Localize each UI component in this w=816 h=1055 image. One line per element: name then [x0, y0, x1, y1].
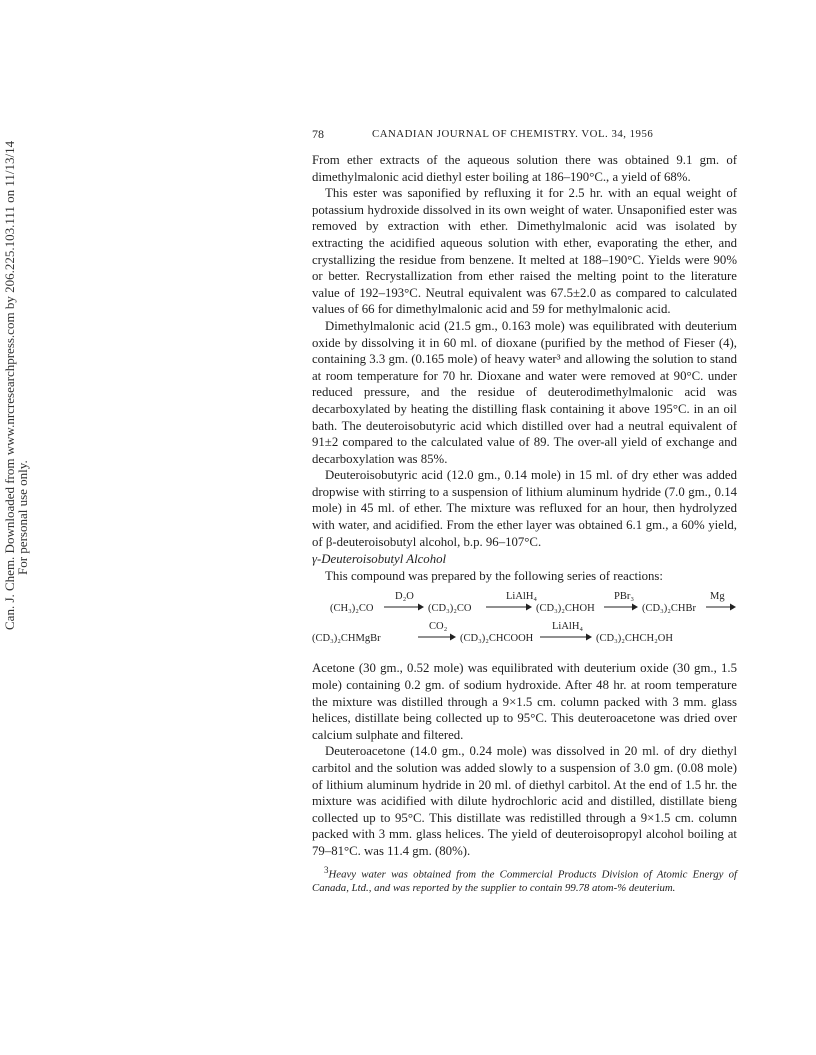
reagent-pbr3: PBr₃ [614, 591, 635, 603]
reaction-arrow [706, 602, 736, 612]
compound-grignard-d: (CD₃)₂CHMgBr [312, 633, 381, 645]
scheme-intro: This compound was prepared by the following series of reactions: [325, 568, 663, 583]
reaction-arrow [540, 632, 592, 642]
watermark-line-2: For personal use only. [15, 460, 30, 575]
page-number: 78 [312, 127, 324, 141]
page-body [312, 126, 737, 895]
reagent-co2: CO₂ [429, 621, 448, 633]
reaction-arrow [486, 602, 532, 612]
scheme-row-2 [312, 618, 737, 648]
reagent-d2o: D₂O [395, 591, 414, 603]
compound-deuteroacetone: (CD₃)₂CO [428, 603, 472, 615]
reagent-lialh4-2: LiAlH₄ [552, 621, 584, 633]
footnote [312, 864, 737, 896]
section-heading: γ-Deuteroisobutyl Alcohol [312, 552, 447, 567]
reaction-scheme [312, 588, 737, 648]
paragraph-3: Dimethylmalonic acid (21.5 gm., 0.163 mole) was equilibrated with deuterium oxide by dissolving it in 60 ml. of dioxane (purified by the method of Fieser (4), containing 3.3 gm. (0.165 mole) of heavy water³ and allowing the solution to stand at room temperature for 70 hr. Dioxane and water were removed at 90°C. under reduced pressure, and the residue of deuterodimethylmalonic acid was decarboxylated by heating the distilling flask containing it above 195°C. in an oil bath. The deuteroisobutyric acid which distilled over had a neutral equivalent of 91±2 compared to the calculated value of 89. The over-all yield of exchange and decarboxylation was 85%. [312, 318, 737, 466]
reagent-lialh4: LiAlH₄ [506, 591, 538, 603]
reaction-arrow [418, 632, 456, 642]
compound-acetone: (CH₃)₂CO [330, 603, 374, 615]
paragraph-2: This ester was saponified by refluxing it for 2.5 hr. with an equal weight of potassium hydroxide dissolved in its own weight of water. Unsaponified ester was removed by extraction with ether. Dimethylmalonic acid was isolated by extracting the acidified aqueous solution with ether, evaporating the ether, and crystallizing the residue from benzene. It melted at 188–190°C. Yields were 90% or better. Recrystallization from ether raised the melting point to the literature value of 192–193°C. Neutral equivalent was 67.5±2.0 as compared to calculated values of 66 for dimethylmalonic acid and 59 for methylmalonic acid. [312, 186, 737, 317]
compound-isobutyric-acid-d: (CD₃)₂CHCOOH [460, 633, 534, 645]
compound-isopropanol-d: (CD₃)₂CHOH [536, 603, 595, 615]
paragraph-6: Deuteroacetone (14.0 gm., 0.24 mole) was dissolved in 20 ml. of dry diethyl carbitol and the solution was added slowly to a suspension of 3.0 gm. (0.08 mole) of lithium aluminum hydride in 20 ml. of diethyl carbitol. At the end of 1.5 hr. the mixture was acidified with dilute hydrochloric acid and distilled, distillate bieng collected up to 95°C. This distillate was redistilled through a 9×1.5 cm. column packed with 3 mm. glass helices. The yield of deuteroisopropyl alcohol boiling at 79–81°C. was 11.4 gm. (80%). [312, 744, 737, 858]
reagent-mg: Mg [710, 591, 725, 603]
compound-isobutyl-alcohol-d: (CD₃)₂CHCH₂OH [596, 633, 673, 645]
paragraph-5: Acetone (30 gm., 0.52 mole) was equilibrated with deuterium oxide (30 gm., 1.5 mole) containing 0.2 gm. of sodium hydroxide. After 48 hr. at room temperature the mixture was distilled through a 9×1.5 cm. column packed with 3 mm. glass helices, distillate being collected up to 95°C. This deuteroacetone was dried over calcium sulphate and filtered. [312, 661, 737, 742]
journal-title: CANADIAN JOURNAL OF CHEMISTRY. VOL. 34, 1956 [372, 128, 654, 140]
reaction-arrow [384, 602, 424, 612]
compound-isopropyl-bromide-d: (CD₃)₂CHBr [642, 603, 696, 615]
footnote-mark: 3 [324, 864, 329, 875]
running-head [312, 126, 737, 146]
reaction-arrow [604, 602, 638, 612]
scheme-row-1 [312, 588, 737, 618]
download-watermark [0, 140, 30, 630]
footnote-text: Heavy water was obtained from the Commercial Products Division of Atomic Energy of Canada, Ltd., and was reported by the supplier to contain 99.78 atom-% deuterium. [312, 868, 737, 894]
watermark-line-1: Can. J. Chem. Downloaded from www.nrcresearchpress.com by 206.225.103.111 on 11/13/14 [2, 140, 17, 630]
paragraph-1: From ether extracts of the aqueous solution there was obtained 9.1 gm. of dimethylmalonic acid diethyl ester boiling at 186–190°C., a yield of 68%. [312, 153, 737, 184]
paragraph-4: Deuteroisobutyric acid (12.0 gm., 0.14 mole) in 15 ml. of dry ether was added dropwise with stirring to a suspension of lithium aluminum hydride (7.0 gm., 0.14 mole) in 45 ml. of ether. The mixture was refluxed for an hour, then hydrolyzed with water, and acidified. From the ether layer was obtained 6.1 gm., a 60% yield, of β-deuteroisobutyl alcohol, b.p. 96–107°C. [312, 468, 737, 549]
